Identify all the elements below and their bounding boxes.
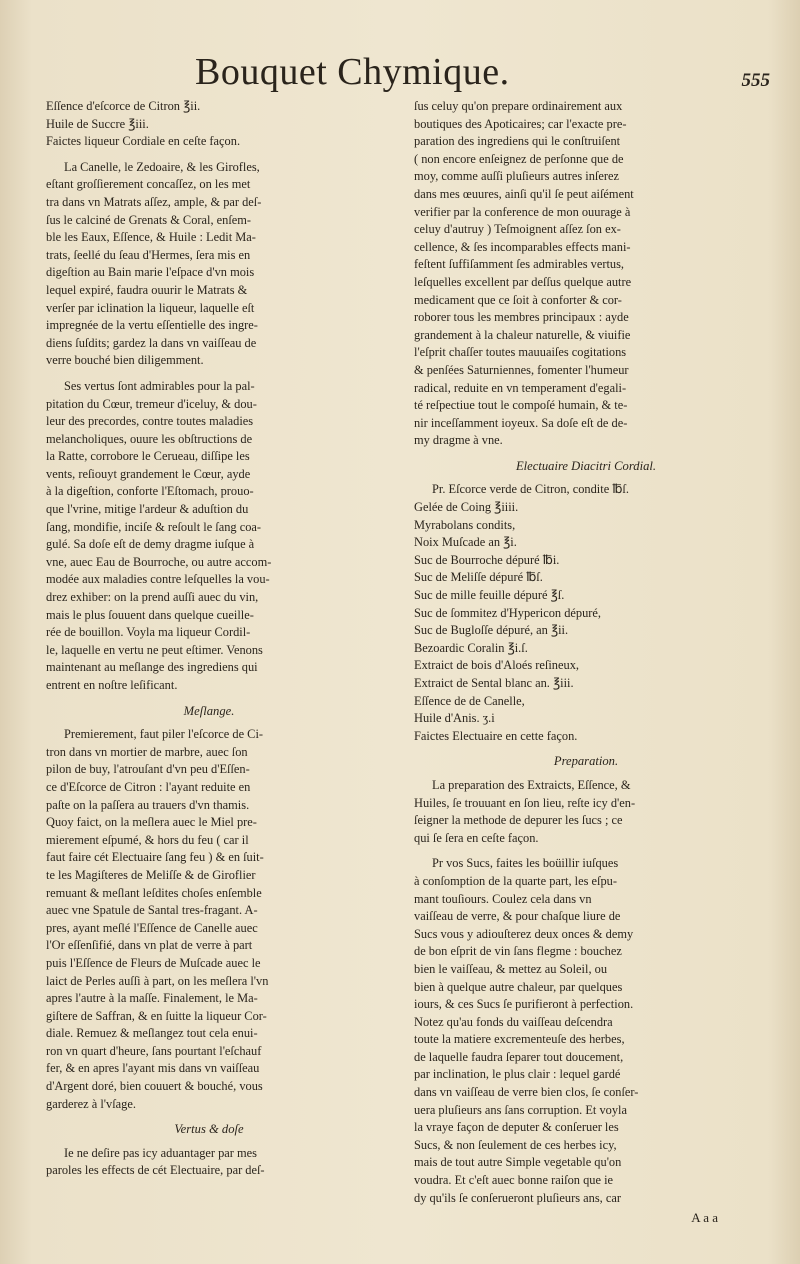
- text-line: mais le plus ſouuent dans quelque cueille-: [46, 607, 254, 622]
- text-line: Huiles, ſe trouuant en ſon lieu, reſte icy d'en-: [414, 795, 636, 810]
- text-line: voudra. Et c'eſt auec bonne raiſon que ie: [414, 1173, 614, 1188]
- text-line: à la digeſtion, conforte l'Eſtomach, prouo-: [46, 484, 254, 499]
- text-line: Eſſence d'eſcorce de Citron ℥ii.: [46, 99, 201, 113]
- text-line: ſus celuy qu'on prepare ordinairement aux: [414, 99, 623, 113]
- text-line: paroles les effects de cét Electuaire, par deſ-: [46, 1163, 265, 1178]
- text-line: ſus le calciné de Grenats & Coral, enſem-: [46, 212, 252, 227]
- text-line: drez exhiber: on la prend auſſi auec du vin,: [46, 590, 259, 605]
- text-line: cellence, & ſes incomparables effects mani-: [414, 239, 631, 254]
- paragraph-preparation-liqueur: [46, 159, 372, 370]
- text-line: verre bouché bien diligemment.: [46, 353, 204, 368]
- text-line: giſtere de Saffran, & en ſuitte la liqueur Cor-: [46, 1008, 267, 1023]
- catchword: A a a: [691, 1210, 718, 1226]
- text-line: remuant & meſlant leſdites choſes enſemble: [46, 885, 262, 900]
- text-line: qui ſe ſera en ceſte façon.: [414, 830, 539, 845]
- text-line: Suc de Bugloſſe dépuré, an ℥ii.: [414, 623, 569, 638]
- paragraph-vertus-liqueur: [46, 378, 372, 695]
- text-line: mais de tout autre Simple vegetable qu'on: [414, 1155, 622, 1170]
- text-line: Quoy faict, on la meſlera auec le Miel pre-: [46, 815, 257, 830]
- text-line: auec vne Spatule de Santal tres-fragant. A-: [46, 903, 258, 918]
- text-line: Suc de Bourroche dépuré ℔i.: [414, 552, 560, 567]
- page-header: [0, 38, 800, 98]
- text-line: mant touſiours. Coulez cela dans vn: [414, 891, 592, 906]
- text-line: fer, & en apres l'ayant mis dans vn vaiſſeau: [46, 1061, 260, 1076]
- text-line: dans vn vaiſſeau de verre bien clos, ſe conſer-: [414, 1085, 639, 1100]
- text-line: Ie ne deſire pas icy aduantager par mes: [64, 1145, 257, 1160]
- text-line: Suc de Meliſſe dépuré ℔ſ.: [414, 570, 543, 585]
- text-line: pitation du Cœur, tremeur d'iceluy, & dou-: [46, 396, 257, 411]
- paragraph-continuation: [414, 98, 758, 450]
- text-line: bien à quelque autre chaleur, par quelques: [414, 979, 623, 994]
- text-line: d'Argent doré, bien couuert & bouché, vous: [46, 1079, 263, 1094]
- text-line: maintenant au meſlange des ingrediens qui: [46, 660, 258, 675]
- text-line: uera pluſieurs ans ſans corruption. Et voyla: [414, 1102, 627, 1117]
- heading-preparation: Preparation.: [553, 754, 619, 769]
- text-line: gulé. Sa doſe eſt de demy dragme iuſque à: [46, 537, 255, 552]
- text-line: Eſſence de de Canelle,: [414, 693, 525, 708]
- text-line: mierement eſpumé, & hors du feu ( car il: [46, 832, 249, 847]
- text-line: medicament que ce ſoit à conforter & cor-: [414, 292, 622, 307]
- text-line: tron dans vn mortier de marbre, auec ſon: [46, 744, 248, 759]
- text-line: pilon de buy, l'atrouſant d'vn peu d'Eſſen-: [46, 762, 250, 777]
- text-line: ſang, mondifie, inciſe & reſoult le ſang coa-: [46, 519, 262, 534]
- left-column: [46, 98, 372, 1180]
- text-line: impregnée de la vertu eſſentielle des ingre-: [46, 318, 258, 333]
- text-line: entrent en noſtre leſificant.: [46, 678, 178, 692]
- text-line: vne, auec Eau de Bourroche, ou autre accom-: [46, 554, 272, 569]
- text-line: de laquelle faudra ſeparer tout doucement,: [414, 1049, 624, 1064]
- text-line: boutiques des Apoticaires; car l'exacte pre-: [414, 116, 627, 131]
- text-line: nir inceſſamment ioyeux. Sa doſe eſt de de-: [414, 415, 628, 430]
- text-line: digeſtion au Bain marie l'eſpace d'vn mois: [46, 265, 255, 280]
- text-line: Faictes liqueur Cordiale en ceſte façon.: [46, 134, 241, 149]
- text-line: bien le vaiſſeau, & mettez au Soleil, ou: [414, 961, 608, 976]
- text-line: tra dans vn Matrats aſſez, ample, & par deſ-: [46, 194, 262, 209]
- text-line: l'eſprit chaſſer toutes mauuaiſes cogitations: [414, 345, 627, 360]
- heading-vertus-dose: Vertus & doſe: [174, 1122, 244, 1137]
- text-line: trats, ſeellé du ſeau d'Hermes, ſera mis en: [46, 247, 251, 262]
- text-line: à conſomption de la quarte part, les eſpu-: [414, 873, 617, 888]
- text-line: Gelée de Coing ℥iiii.: [414, 500, 519, 515]
- text-line: melancholiques, ouure les obſtructions de: [46, 431, 253, 446]
- text-line: le, laquelle en vertu ne peut eſtimer. Venons: [46, 642, 263, 657]
- text-line: laict de Perles auſſi à part, on les meſlera l'vn: [46, 973, 269, 988]
- text-line: vaiſſeau de verre, & pour chaſque liure de: [414, 909, 621, 924]
- text-line: paration des ingrediens qui le conſtruiſent: [414, 134, 621, 149]
- text-line: & penſées Saturniennes, fomenter l'humeur: [414, 362, 629, 377]
- text-line: toute la matiere excrementeuſe des herbes,: [414, 1032, 625, 1047]
- text-line: celuy d'autruy ) Teſmoignent aſſez ſon ex-: [414, 222, 621, 237]
- text-line: Pr. Eſcorce verde de Citron, condite ℔ſ.: [432, 482, 629, 497]
- text-line: puis l'Eſſence de Fleurs de Muſcade auec le: [46, 955, 261, 970]
- text-line: iours, & ces Sucs ſe purifieront à perfection.: [414, 997, 634, 1012]
- text-line: Huile d'Anis. ʒ.i: [414, 711, 495, 726]
- text-line: lequel expiré, faudra ouurir le Matrats &: [46, 282, 248, 297]
- intro-recipe-lines: [46, 98, 372, 151]
- text-line: La preparation des Extraicts, Eſſence, &: [432, 777, 631, 792]
- paragraph-depuration-sucs: [414, 855, 758, 1207]
- text-line: leſquelles excellent par deſſus quelque autre: [414, 274, 632, 289]
- text-line: ſeigner la methode de depurer les ſucs ; ce: [414, 813, 623, 828]
- text-line: ( non encore enſeignez de perſonne que de: [414, 151, 624, 166]
- text-line: Extraict de Sental blanc an. ℥iii.: [414, 676, 574, 690]
- text-line: roborer tous les membres principaux : ayde: [414, 310, 629, 325]
- text-line: Sucs, & non ſeulement de ces herbes icy,: [414, 1137, 617, 1152]
- text-line: pres, ayant meſlé l'Eſſence de Canelle auec: [46, 920, 258, 935]
- text-line: radical, reduite en vn temperament d'egali-: [414, 380, 627, 395]
- text-line: eſtant groſſierement concaſſez, on les met: [46, 177, 251, 192]
- text-line: Suc de ſommitez d'Hypericon dépuré,: [414, 605, 602, 620]
- text-line: grandement à la chaleur naturelle, & viuifie: [414, 327, 631, 342]
- text-line: par inclination, le plus clair : lequel gardé: [414, 1067, 621, 1082]
- text-line: Pr vos Sucs, faites les boüillir iuſques: [432, 856, 619, 871]
- text-line: paſte on la paſſera au trauers d'vn thamis.: [46, 797, 250, 812]
- paragraph-preparation-extraicts: [414, 777, 758, 847]
- text-line: Notez qu'au fonds du vaiſſeau deſcendra: [414, 1014, 613, 1029]
- text-line: moy, comme auſſi pluſieurs autres inſerez: [414, 169, 619, 184]
- text-line: ce d'Eſcorce de Citron : l'ayant reduite en: [46, 779, 251, 794]
- text-line: vents, reſiouyt grandement le Cœur, ayde: [46, 466, 251, 481]
- text-line: que l'vrine, mitige l'ardeur & aduſtion du: [46, 502, 249, 517]
- text-line: apres l'autre à la maſſe. Finalement, le Ma-: [46, 991, 258, 1006]
- text-line: leur des precordes, contre toutes maladies: [46, 414, 254, 429]
- text-line: feſtent ſuffiſamment ſes admirables vertus,: [414, 257, 625, 272]
- text-line: modée aux maladies contre leſquelles la vou-: [46, 572, 270, 587]
- text-line: Huile de Succre ℥iii.: [46, 116, 149, 131]
- text-line: Ses vertus ſont admirables pour la pal-: [64, 378, 255, 393]
- paragraph-vertus-electuaire: [46, 1145, 372, 1180]
- text-line: té reſpectiue tout le compoſé humain, & te-: [414, 398, 628, 413]
- text-line: La Canelle, le Zedoaire, & les Girofles,: [64, 159, 260, 174]
- text-line: Premierement, faut piler l'eſcorce de Ci-: [64, 727, 264, 742]
- text-line: la vraye façon de deputer & conſeruer les: [414, 1120, 619, 1135]
- text-line: diens ſuſdits; gardez la dans vn vaiſſeau de: [46, 335, 257, 350]
- text-line: Sucs vous y adiouſterez deux onces & demy: [414, 926, 634, 941]
- text-line: l'Or eſſenſifié, dans vn plat de verre à part: [46, 938, 253, 953]
- text-line: de bon eſprit de vin ſans flegme : bouchez: [414, 944, 622, 959]
- text-line: verifier par la conference de mon ouurage à: [414, 204, 631, 219]
- text-line: Noix Muſcade an ℥i.: [414, 535, 517, 550]
- text-line: verſer par iclination la liqueur, laquelle eſt: [46, 300, 255, 315]
- text-line: la Ratte, corrobore le Cerueau, diſſipe les: [46, 449, 250, 464]
- text-line: faut faire cét Electuaire ſang feu ) & en ſuit-: [46, 850, 264, 865]
- text-line: te les Magiſteres de Meliſſe & de Giroflier: [46, 867, 256, 882]
- right-column: [414, 98, 758, 1227]
- running-title: Bouquet Chymique.: [195, 51, 510, 93]
- text-line: Bezoardic Coralin ℥i.ſ.: [414, 640, 528, 655]
- recipe-ingredients: [414, 481, 758, 745]
- text-line: garderez à l'vſage.: [46, 1096, 136, 1111]
- text-line: Extraict de bois d'Aloés reſineux,: [414, 658, 579, 673]
- heading-electuaire-diacitri: Electuaire Diacitri Cordial.: [515, 458, 657, 473]
- text-line: Myrabolans condits,: [414, 517, 516, 532]
- text-line: rée de bouillon. Voyla ma liqueur Cordil-: [46, 625, 251, 640]
- text-line: Faictes Electuaire en cette façon.: [414, 728, 578, 743]
- text-line: Suc de mille feuille dépuré ℥ſ.: [414, 588, 565, 603]
- text-line: dans mes œuures, ainſi qu'il ſe peut aiſément: [414, 186, 634, 201]
- text-line: dy qu'ils ſe conſerueront pluſieurs ans, car: [414, 1190, 621, 1205]
- text-line: ron vn quart d'heure, ſans pourtant l'eſchauf: [46, 1043, 262, 1058]
- text-line: ble les Eaux, Eſſence, & Huile : Ledit Ma-: [46, 230, 256, 245]
- text-line: diale. Remuez & meſlangez tout cela enui-: [46, 1026, 258, 1041]
- paragraph-meslange: [46, 726, 372, 1113]
- text-line: my dragme à vne.: [414, 433, 503, 448]
- page-number: 555: [741, 70, 770, 91]
- heading-meslange: Meſlange.: [183, 703, 235, 718]
